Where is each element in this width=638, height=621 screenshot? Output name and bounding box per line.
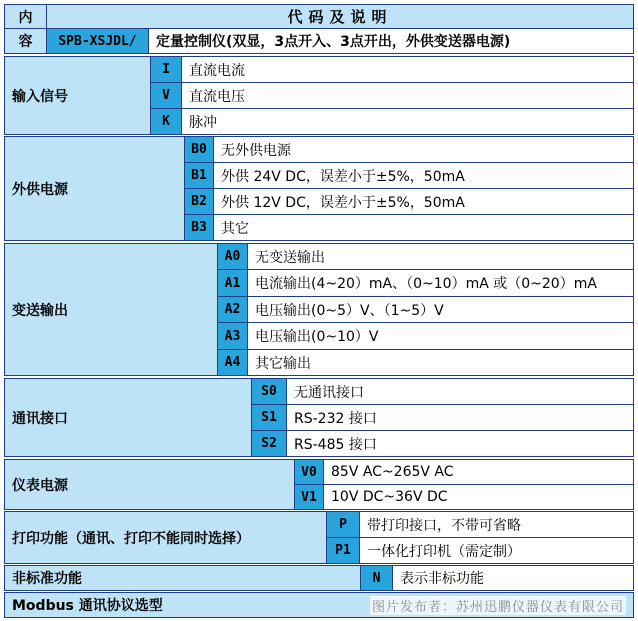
option-code-text: A3	[224, 328, 241, 344]
option-code-text: S1	[261, 410, 277, 425]
option-desc-text: RS-485 接口	[294, 436, 377, 453]
option-code	[150, 56, 182, 83]
option-code	[217, 349, 248, 376]
group-label-text: 外供电源	[12, 181, 68, 198]
option-code	[326, 537, 360, 564]
model-code	[46, 28, 149, 54]
option-code-text: S0	[261, 384, 277, 399]
option-desc	[359, 511, 634, 538]
group-label-comm-interface	[4, 378, 252, 457]
option-desc	[286, 378, 634, 405]
option-code-text: B1	[191, 168, 207, 183]
option-code	[251, 378, 287, 405]
group-label-text: 仪表电源	[12, 477, 68, 494]
model-description	[148, 28, 634, 54]
option-desc	[181, 56, 634, 83]
option-code	[184, 214, 214, 241]
option-desc	[323, 484, 634, 510]
group-label-text: 非标准功能	[12, 571, 82, 587]
option-desc-text: 其它	[221, 220, 249, 237]
option-desc-text: 10V DC~36V DC	[331, 489, 448, 505]
option-code-text: K	[162, 114, 170, 129]
option-code-text: B0	[191, 142, 207, 157]
table-title-text: 代码及说明	[287, 8, 393, 26]
option-desc	[247, 349, 634, 376]
group-label-text: 变送输出	[12, 302, 68, 319]
option-desc-text: 带打印接口，不带可省略	[367, 517, 521, 534]
option-code	[150, 82, 182, 109]
option-desc-text: 表示非标功能	[400, 571, 484, 587]
group-label-text: 输入信号	[12, 88, 68, 105]
option-code-text: N	[372, 570, 381, 586]
group-label-text: 通讯接口	[12, 410, 68, 427]
table-title	[46, 4, 634, 29]
option-desc-text: RS-232 接口	[294, 410, 377, 427]
option-desc-text: 直流电流	[189, 62, 245, 79]
group-label-instrument-power	[4, 459, 295, 510]
option-desc	[247, 243, 634, 270]
option-desc	[213, 188, 634, 215]
model-description-text: 定量控制仪(双显，3点开入、3点开出，外供变送器电源)	[156, 34, 511, 50]
option-desc	[181, 108, 634, 135]
group-label-transmitter-output	[4, 243, 218, 376]
option-code	[251, 430, 287, 457]
option-code-text: A4	[224, 355, 241, 370]
option-code	[217, 296, 248, 323]
option-desc-text: 电压输出(0~5）V、（1~5）V	[255, 302, 444, 319]
group-label-print-function	[4, 511, 327, 564]
option-code-text: P	[339, 517, 347, 532]
option-code	[326, 511, 360, 538]
header-col1-bottom-text: 容	[18, 34, 33, 50]
publisher-watermark: 图片发布者：苏州迅鹏仪器仪表有限公司	[370, 596, 626, 615]
option-desc-text: 85V AC~265V AC	[331, 464, 454, 480]
option-desc	[392, 565, 634, 591]
option-desc	[359, 537, 634, 564]
model-code-text: SPB-XSJDL/	[58, 33, 137, 49]
option-code-text: A1	[224, 275, 241, 291]
option-code-text: I	[162, 62, 170, 77]
group-label-text: Modbus 通讯协议选型	[12, 598, 163, 614]
option-desc-text: 外供 24V DC，误差小于±5%，50mA	[221, 168, 465, 185]
group-label-input-signal	[4, 56, 151, 135]
option-code-text: B2	[191, 194, 207, 209]
option-desc	[213, 136, 634, 163]
option-desc-text: 外供 12V DC，误差小于±5%，50mA	[221, 194, 465, 211]
option-desc	[247, 322, 634, 350]
option-desc-text: 电压输出(0~10）V	[255, 329, 379, 345]
option-code-text: V1	[301, 489, 317, 505]
option-code-text: P1	[335, 543, 351, 558]
option-desc	[213, 214, 634, 241]
header-col1-top	[4, 4, 47, 29]
option-code-text: A0	[224, 249, 241, 264]
option-code	[217, 243, 248, 270]
option-desc	[181, 82, 634, 109]
option-desc-text: 电流输出(4~20）mA、（0~10）mA 或（0~20）mA	[255, 276, 597, 292]
option-code	[360, 565, 393, 591]
option-code	[184, 188, 214, 215]
option-code-text: A2	[224, 302, 241, 317]
option-desc	[286, 404, 634, 431]
header-col1-bottom	[4, 28, 47, 54]
option-desc	[213, 162, 634, 189]
option-desc-text: 无外供电源	[221, 142, 291, 159]
option-desc-text: 无通讯接口	[294, 384, 364, 401]
header-col1-top-text: 内	[18, 9, 33, 26]
option-code	[294, 459, 324, 485]
option-desc	[323, 459, 634, 485]
option-code	[184, 136, 214, 163]
option-code	[184, 162, 214, 189]
option-code	[217, 269, 248, 297]
option-code	[251, 404, 287, 431]
option-code-text: V0	[301, 464, 317, 480]
option-desc-text: 脉冲	[189, 114, 217, 131]
option-code	[150, 108, 182, 135]
option-desc-text: 直流电压	[189, 88, 245, 105]
option-desc-text: 无变送输出	[255, 249, 325, 266]
option-desc	[286, 430, 634, 457]
option-code-text: S2	[261, 436, 277, 451]
option-code	[217, 322, 248, 350]
group-label-nonstandard	[4, 565, 361, 591]
option-desc-text: 一体化打印机（需定制）	[367, 543, 521, 560]
option-code	[294, 484, 324, 510]
option-desc	[247, 296, 634, 323]
group-label-external-power	[4, 136, 185, 241]
option-code-text: B3	[191, 220, 207, 235]
option-desc	[247, 269, 634, 297]
group-label-text: 打印功能（通讯、打印不能同时选择）	[12, 530, 250, 547]
option-desc-text: 其它输出	[255, 355, 311, 372]
option-code-text: V	[162, 88, 170, 103]
